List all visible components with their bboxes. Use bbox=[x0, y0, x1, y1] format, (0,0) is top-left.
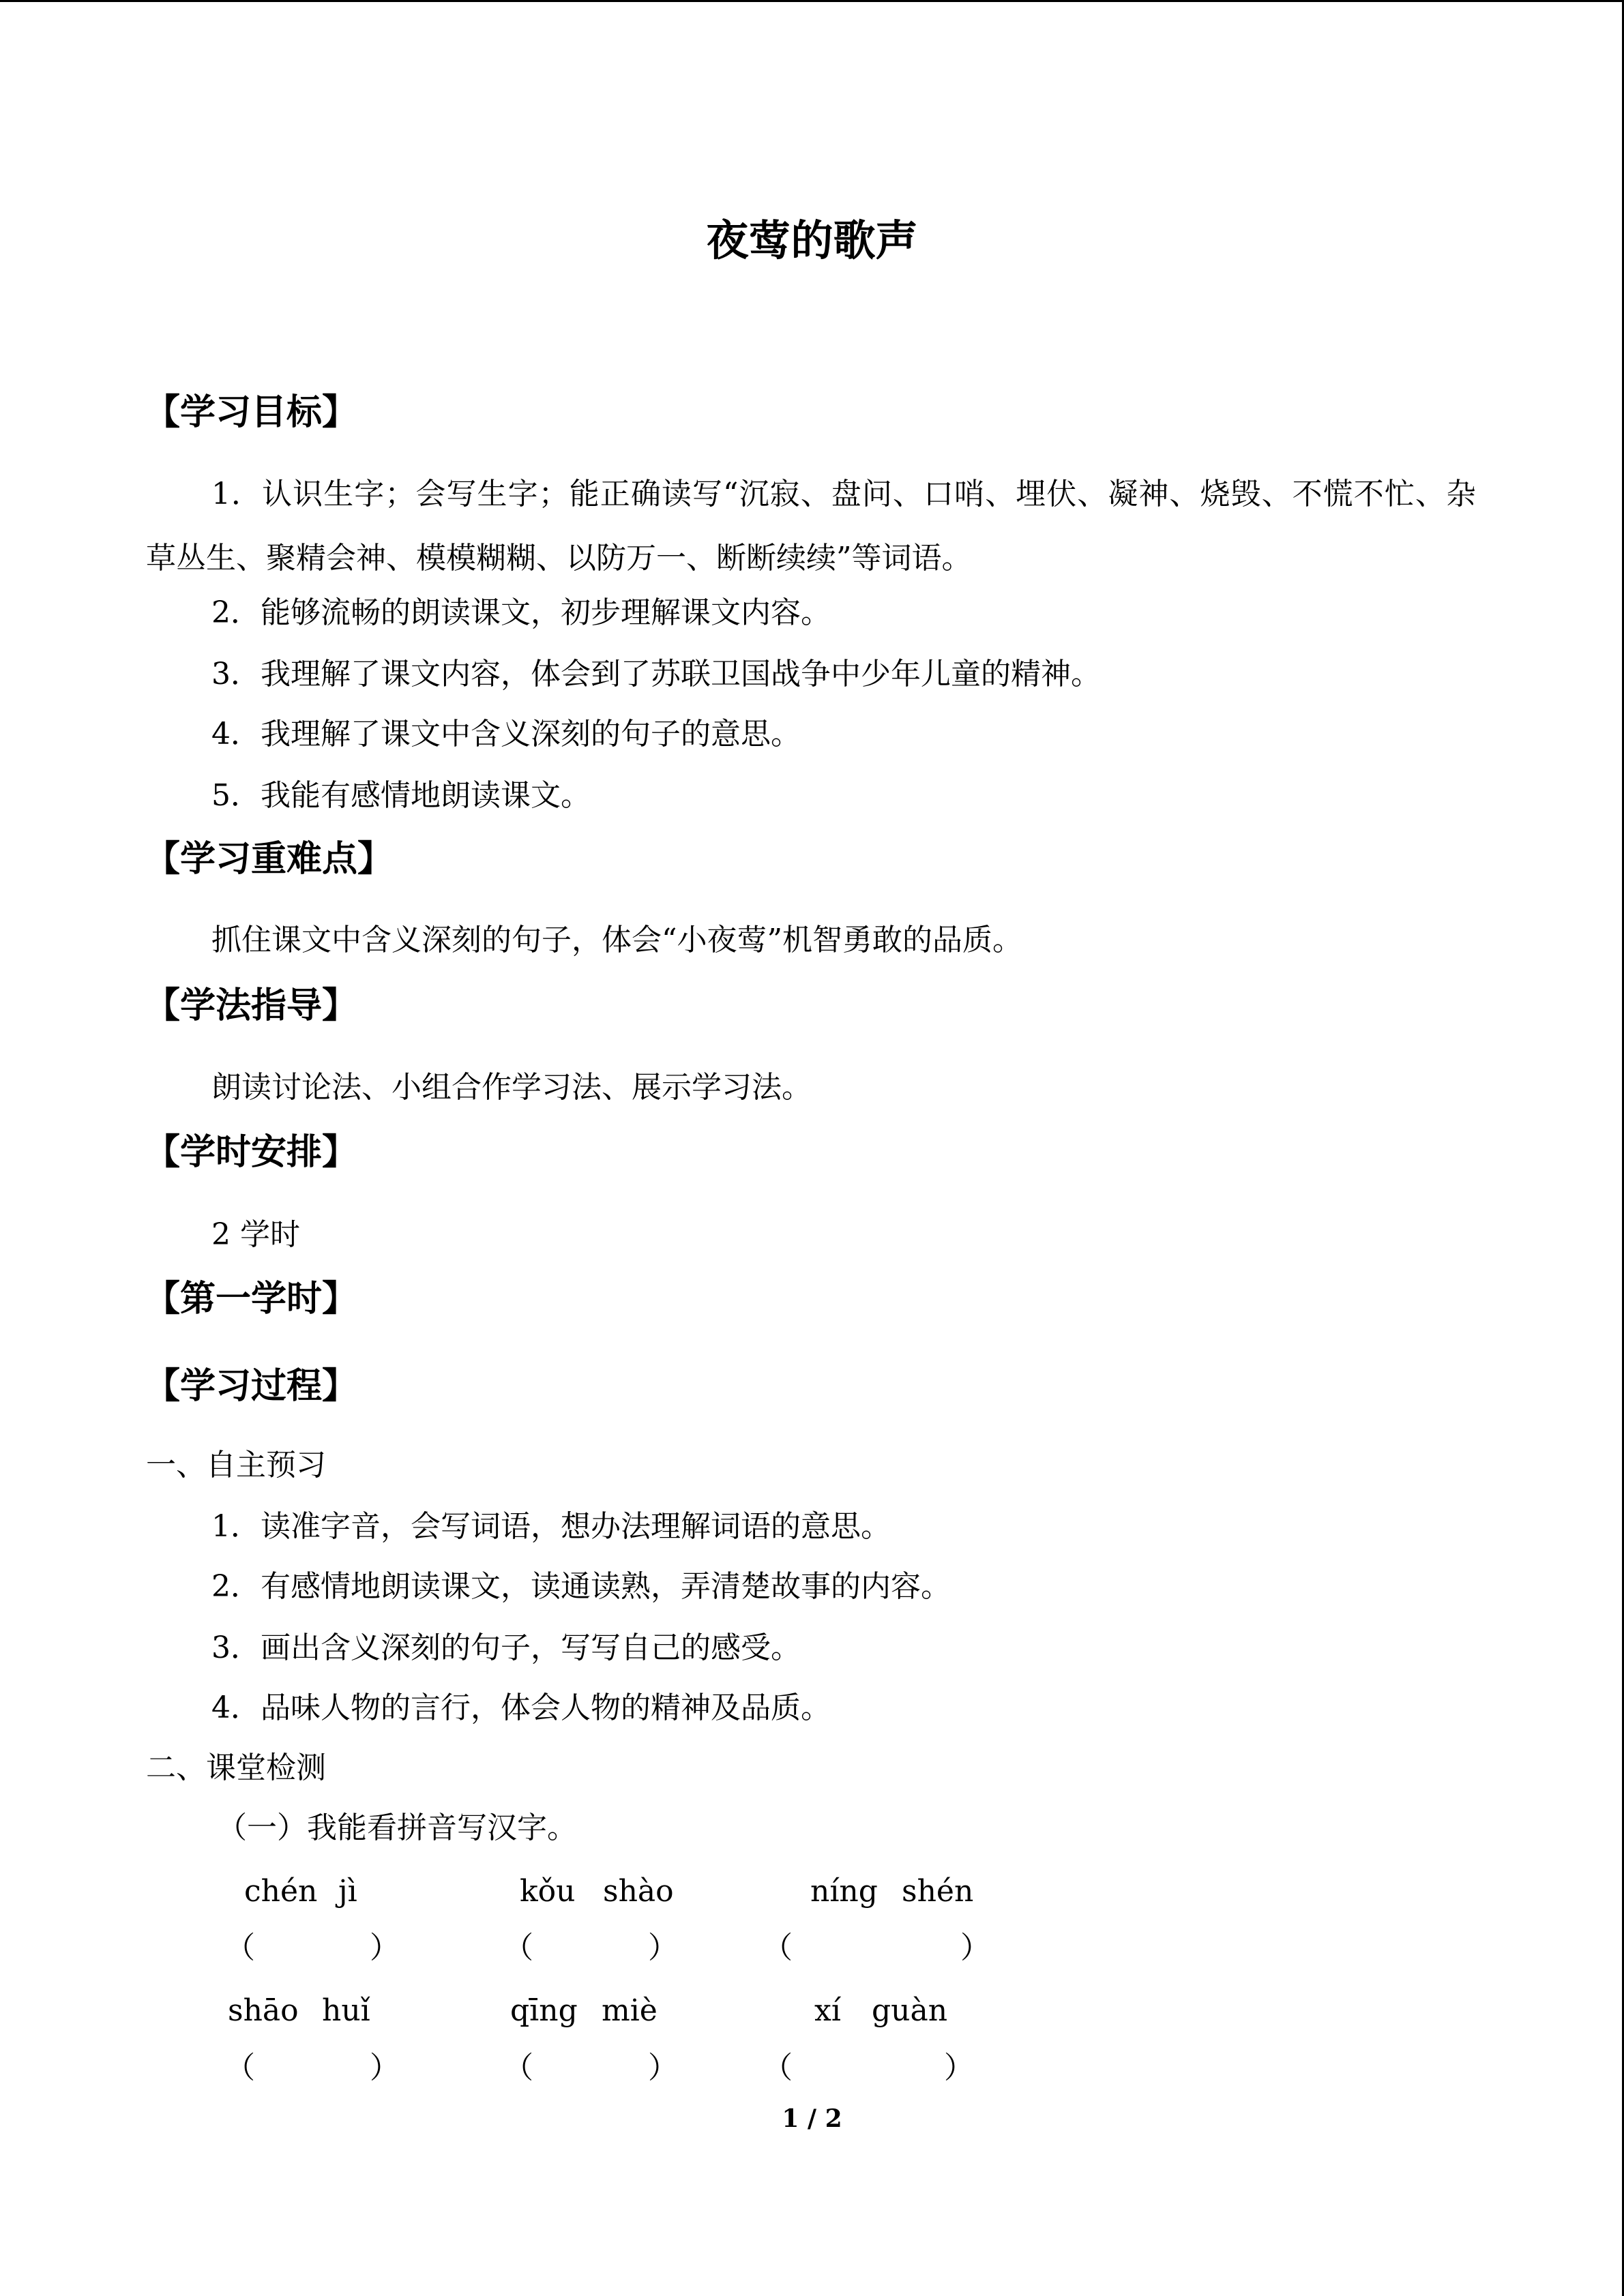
objective-item-1: 1．认识生字；会写生字；能正确读写“沉寂、盘问、口哨、埋伏、凝神、烧毁、不慌不忙、杂草丛生、聚精会神、模模糊糊、以防万一、断断续续”等词语。 bbox=[146, 477, 1476, 576]
pinyin-5b: miè bbox=[602, 1993, 658, 2028]
page-number: 1 / 2 bbox=[782, 2104, 842, 2133]
heading-key-points: 【学习重难点】 bbox=[145, 839, 394, 880]
heading-objectives: 【学习目标】 bbox=[145, 392, 358, 433]
answer-bracket-close: ） bbox=[648, 2051, 678, 2085]
pinyin-2b: shào bbox=[603, 1874, 674, 1909]
answer-bracket-close: ） bbox=[648, 1930, 678, 1965]
objective-item-3: 3．我理解了课文内容，体会到了苏联卫国战争中少年儿童的精神。 bbox=[211, 657, 1101, 691]
answer-bracket-close: ） bbox=[370, 2051, 400, 2085]
pinyin-5a: qīng bbox=[510, 1993, 578, 2028]
part2-title: 二、课堂检测 bbox=[146, 1750, 326, 1785]
part1-item-4: 4．品味人物的言行，体会人物的精神及品质。 bbox=[211, 1690, 831, 1725]
objective-item-5: 5．我能有感情地朗读课文。 bbox=[211, 778, 591, 813]
answer-bracket-open: （ bbox=[503, 1930, 533, 1965]
pinyin-6b: guàn bbox=[872, 1993, 948, 2028]
part1-item-2: 2．有感情地朗读课文，读通读熟，弄清楚故事的内容。 bbox=[211, 1569, 951, 1604]
answer-bracket-close: ） bbox=[944, 2051, 974, 2085]
part1-title: 一、自主预习 bbox=[146, 1448, 326, 1482]
pinyin-6a: xí bbox=[814, 1993, 841, 2028]
part2-sub1: （一）我能看拼音写汉字。 bbox=[217, 1810, 577, 1845]
answer-bracket-open: （ bbox=[763, 1930, 793, 1965]
objective-item-2: 2．能够流畅的朗读课文，初步理解课文内容。 bbox=[211, 595, 831, 630]
schedule-text: 2 学时 bbox=[211, 1217, 300, 1252]
part1-item-3: 3．画出含义深刻的句子，写写自己的感受。 bbox=[211, 1630, 801, 1665]
pinyin-3b: shén bbox=[902, 1874, 974, 1909]
key-points-text: 抓住课文中含义深刻的句子，体会“小夜莺”机智勇敢的品质。 bbox=[211, 923, 1022, 957]
heading-process: 【学习过程】 bbox=[145, 1366, 358, 1407]
pinyin-4a: shāo bbox=[228, 1993, 299, 2028]
answer-bracket-open: （ bbox=[503, 2051, 533, 2085]
heading-first-period: 【第一学时】 bbox=[145, 1279, 358, 1320]
page-title: 夜莺的歌声 bbox=[706, 215, 918, 265]
page-border-top bbox=[0, 0, 1624, 2]
pinyin-1b: jì bbox=[338, 1874, 357, 1909]
answer-bracket-open: （ bbox=[763, 2051, 793, 2085]
part1-item-1: 1．读准字音，会写词语，想办法理解词语的意思。 bbox=[211, 1509, 891, 1544]
method-text: 朗读讨论法、小组合作学习法、展示学习法。 bbox=[211, 1070, 812, 1105]
pinyin-3a: níng bbox=[810, 1874, 878, 1909]
answer-bracket-open: （ bbox=[225, 1930, 255, 1965]
heading-method: 【学法指导】 bbox=[145, 985, 358, 1026]
heading-schedule: 【学时安排】 bbox=[145, 1132, 358, 1173]
answer-bracket-close: ） bbox=[960, 1930, 990, 1965]
pinyin-1a: chén bbox=[244, 1874, 318, 1909]
answer-bracket-open: （ bbox=[225, 2051, 255, 2085]
pinyin-4b: huǐ bbox=[322, 1993, 370, 2028]
objective-item-4: 4．我理解了课文中含义深刻的句子的意思。 bbox=[211, 717, 801, 751]
answer-bracket-close: ） bbox=[370, 1930, 400, 1965]
pinyin-2a: kǒu bbox=[520, 1874, 576, 1909]
